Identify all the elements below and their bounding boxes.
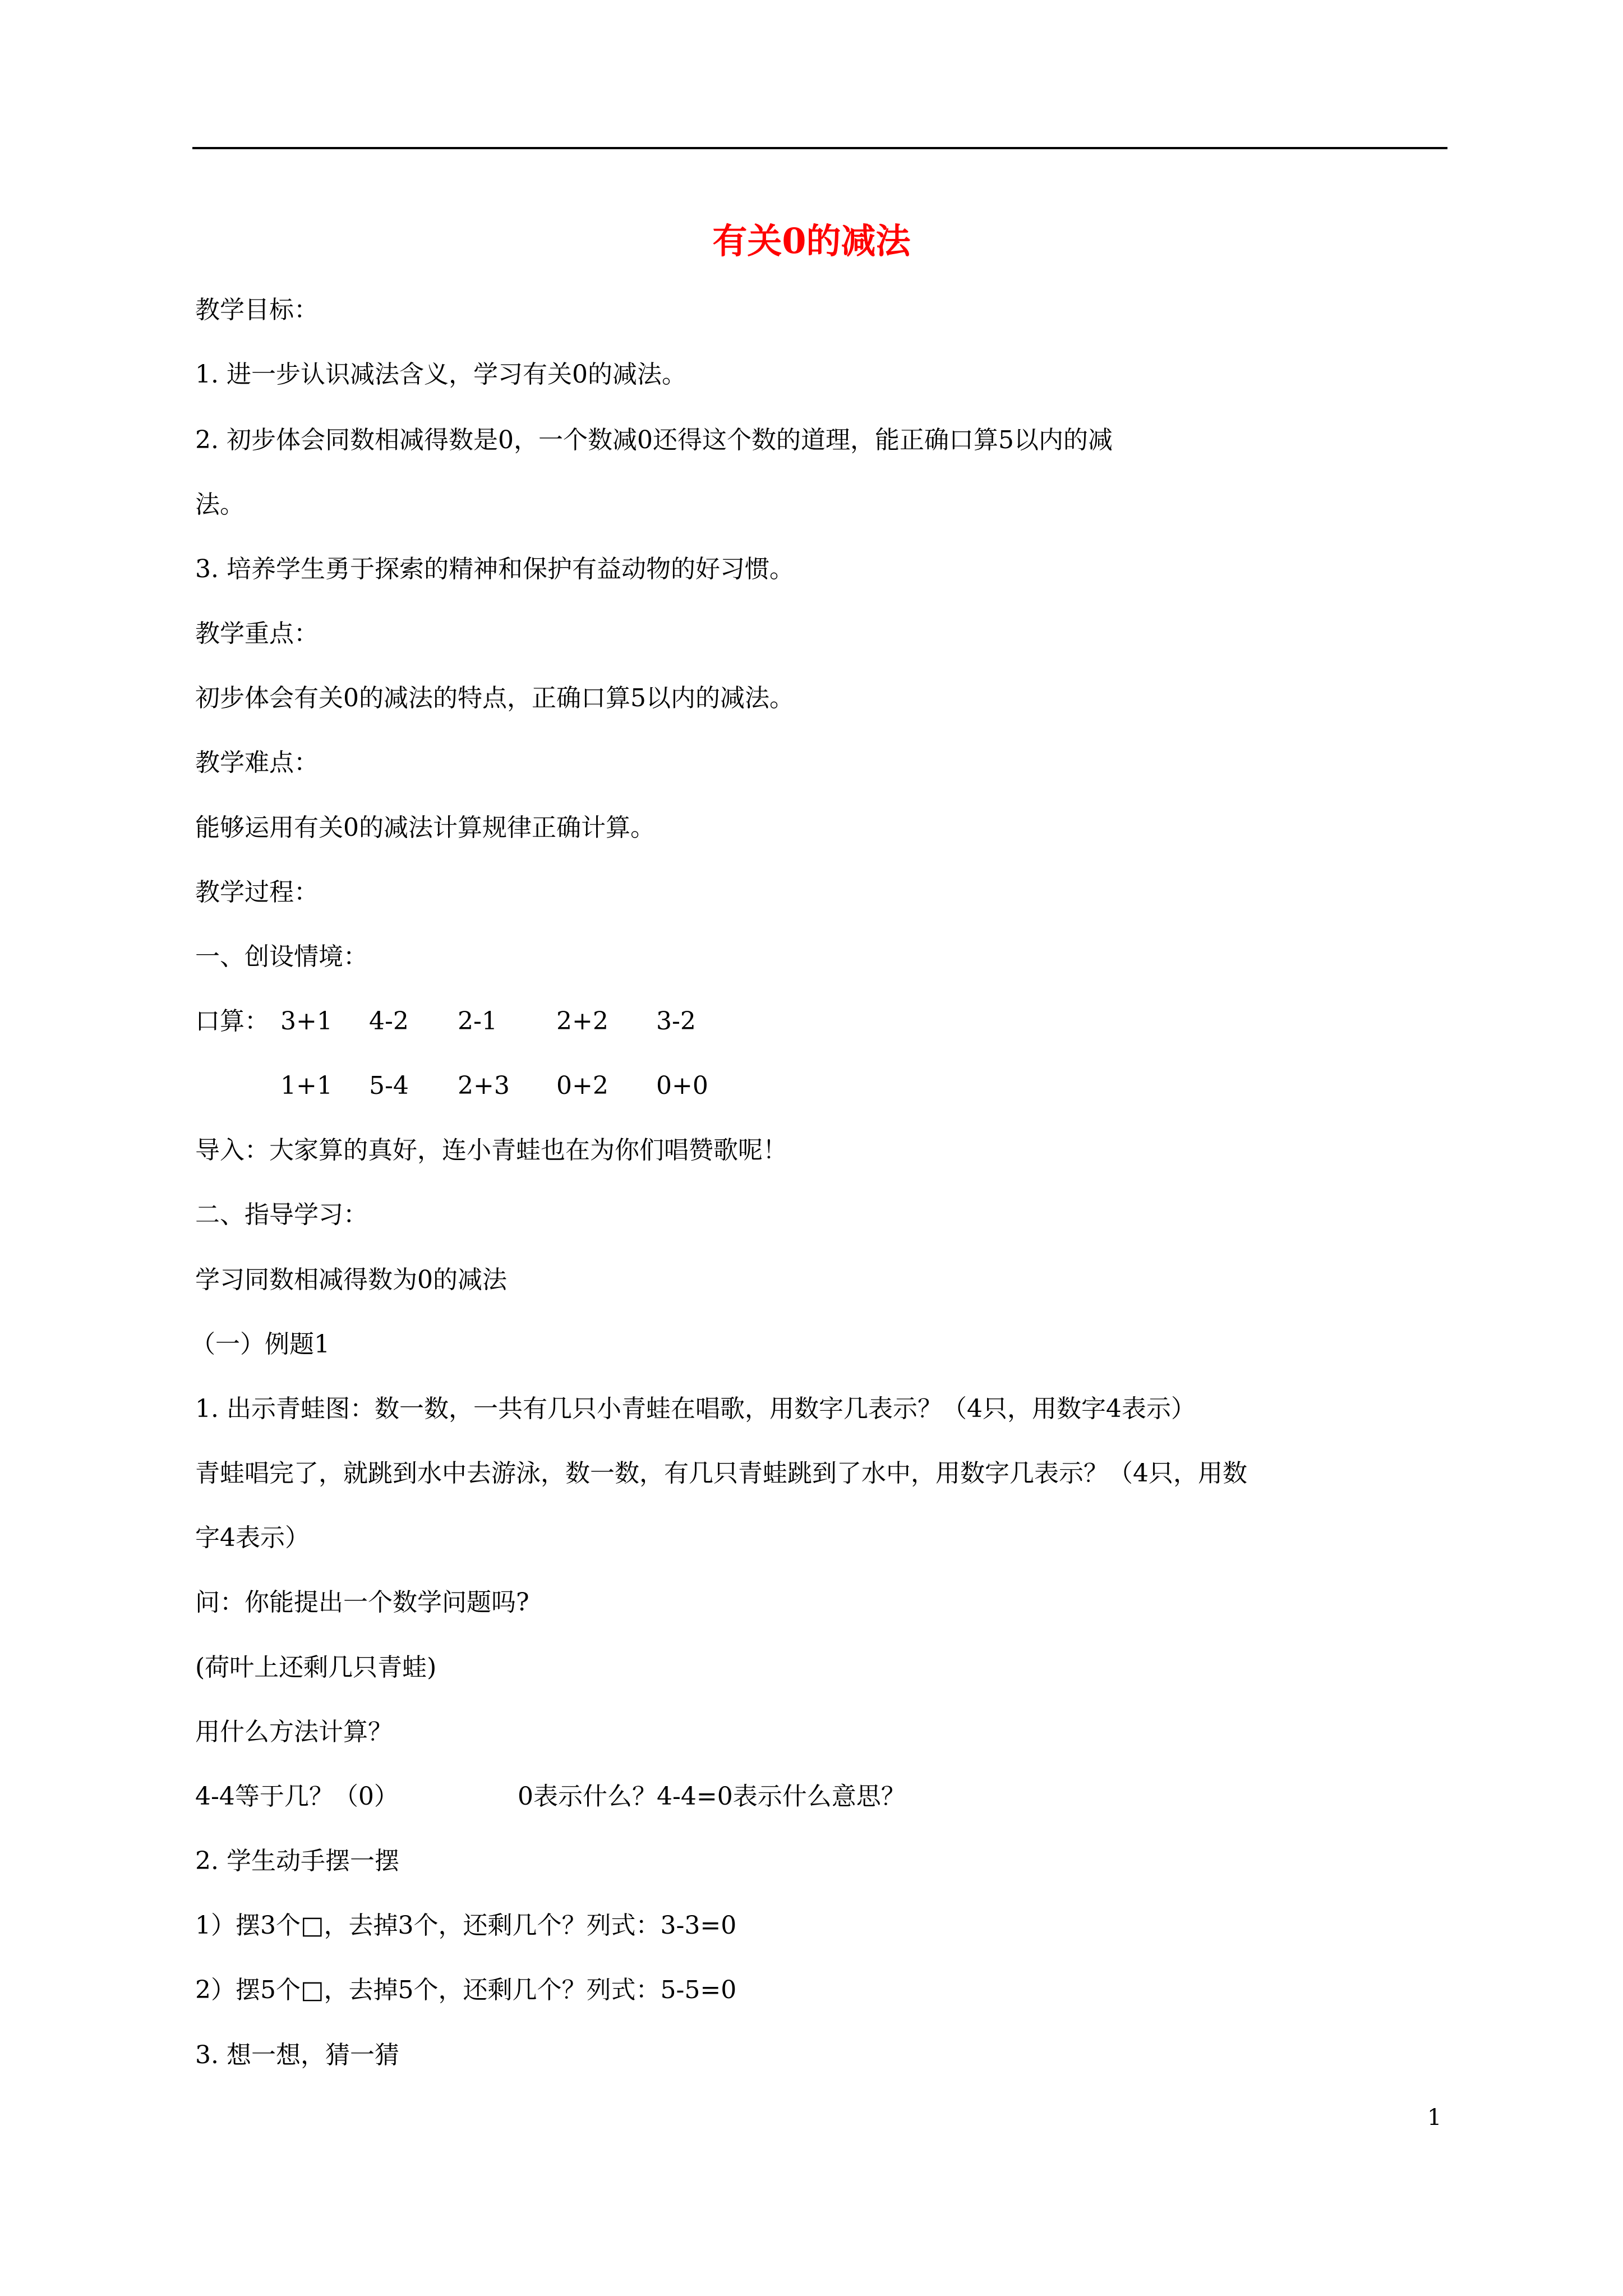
difficulties-text: 能够运用有关0的减法计算规律正确计算。: [195, 813, 655, 842]
subtraction-question-row: [195, 1780, 906, 1814]
step-2-item-1: 1）摆3个□，去掉3个，还剩几个？列式：3-3=0: [195, 1911, 737, 1940]
oral-calc-item: 3-2: [656, 1007, 696, 1036]
subtraction-question: 4-4等于几？（0）: [195, 1782, 399, 1811]
oral-calc-item: 2+2: [556, 1007, 608, 1036]
key-points-text: 初步体会有关0的减法的特点，正确口算5以内的减法。: [195, 684, 794, 712]
document-title: 有关0的减法: [712, 220, 911, 261]
section-heading-goals: 教学目标：: [195, 296, 319, 324]
oral-calc-item: 4-2: [369, 1007, 409, 1036]
question-text: 问：你能提出一个数学问题吗?: [195, 1588, 529, 1617]
frog-paragraph-line-1: 青蛙唱完了，就跳到水中去游泳，数一数，有几只青蛙跳到了水中，用数字几表示？（4只，用数: [195, 1459, 1247, 1488]
header-rule: [192, 147, 1447, 149]
section-heading-key-points: 教学重点：: [195, 619, 319, 648]
step-2-item-2: 2）摆5个□，去掉5个，还剩几个？列式：5-5=0: [195, 1976, 737, 2004]
oral-calc-item: 3+1: [280, 1007, 333, 1036]
oral-calc-row-2: [195, 1069, 708, 1103]
page-number: 1: [1427, 2105, 1442, 2131]
meaning-question: 0表示什么？4-4=0表示什么意思？: [518, 1782, 906, 1811]
oral-calc-row-1: [195, 1005, 696, 1038]
goal-item-2: 2. 初步体会同数相减得数是0，一个数减0还得这个数的道理，能正确口算5以内的减: [195, 426, 1113, 454]
goal-item-2-continued: 法。: [195, 490, 245, 519]
example-1-heading: （一）例题1: [191, 1330, 330, 1359]
intro-text: 导入：大家算的真好，连小青蛙也在为你们唱赞歌呢！: [195, 1136, 787, 1165]
section-heading-difficulties: 教学难点：: [195, 748, 319, 777]
section-heading-process: 教学过程：: [195, 878, 319, 907]
section-2-heading: 二、指导学习：: [195, 1200, 368, 1229]
oral-calc-item: 5-4: [369, 1071, 409, 1100]
oral-calc-item: 1+1: [280, 1071, 333, 1100]
frog-paragraph-line-2: 字4表示）: [195, 1524, 310, 1552]
goal-item-3: 3. 培养学生勇于探索的精神和保护有益动物的好习惯。: [195, 555, 794, 583]
question-answer: (荷叶上还剩几只青蛙): [195, 1653, 437, 1682]
method-question: 用什么方法计算？: [195, 1718, 393, 1746]
oral-calc-item: 2-1: [458, 1007, 497, 1036]
oral-calc-item: 0+2: [556, 1071, 608, 1100]
step-3-text: 3. 想一想，猜一猜: [195, 2041, 399, 2069]
goal-item-1: 1. 进一步认识减法含义，学习有关0的减法。: [195, 360, 686, 389]
oral-calc-item: 2+3: [458, 1071, 510, 1100]
learn-topic: 学习同数相减得数为0的减法: [195, 1266, 507, 1294]
step-1-text: 1. 出示青蛙图：数一数，一共有几只小青蛙在唱歌，用数字几表示？（4只，用数字4表示）: [195, 1395, 1196, 1423]
section-1-heading: 一、创设情境：: [195, 942, 368, 971]
oral-calc-item: 0+0: [656, 1071, 708, 1100]
step-2-text: 2. 学生动手摆一摆: [195, 1847, 399, 1875]
oral-calc-label: 口算：: [195, 1007, 269, 1036]
